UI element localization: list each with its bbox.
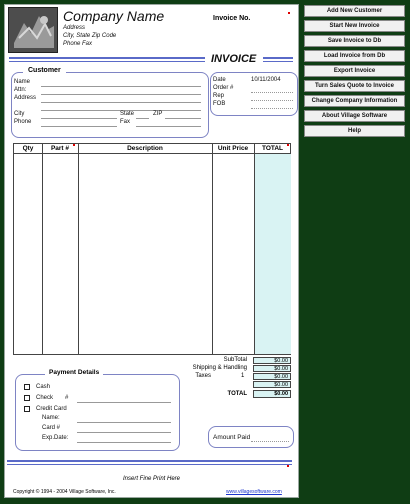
line-items-table [13,143,291,355]
cc-name-label: Name: [42,415,60,421]
header-divider-left-thin [9,61,205,62]
amount-paid-label: Amount Paid [213,434,251,441]
total-value: $0.00 [253,390,291,398]
credit-card-checkbox[interactable] [24,406,30,412]
check-number-field[interactable] [77,402,171,403]
customer-city-label: City [14,111,25,117]
amount-paid-field[interactable] [251,441,289,442]
cash-checkbox[interactable] [24,384,30,390]
taxes-label: Taxes [195,373,211,379]
cash-label: Cash [36,384,51,390]
save-invoice-button[interactable]: Save Invoice to Db [304,35,405,47]
subtotal-value: $0.00 [253,357,291,364]
export-invoice-button[interactable]: Export Invoice [304,65,405,77]
customer-name-field[interactable] [41,86,201,87]
copyright-text: Copyright © 1994 - 2004 Village Software, Inc. [13,489,116,495]
website-link[interactable]: www.villagesoftware.com [226,489,282,495]
customer-section-label: Customer [23,67,66,74]
rep-field[interactable] [251,100,293,101]
cc-name-field[interactable] [77,422,171,423]
customer-name-label: Name [14,79,31,85]
header-divider-right-thin [263,61,293,62]
customer-attn-label: Attn: [14,87,27,93]
check-label: Check [36,395,54,401]
company-logo [8,7,58,53]
total-column-fill [254,154,291,354]
col-divider [78,144,79,354]
check-hash-label: # [65,395,69,401]
taxes-value: $0.00 [253,373,291,380]
customer-fax-label: Fax [120,119,131,125]
header-divider-left [9,57,205,59]
company-name: Company Name [63,8,165,24]
customer-box [11,72,209,138]
header-unit-price: Unit Price [217,145,249,152]
credit-card-label: Credit Card [36,406,67,412]
customer-phone-label: Phone [14,119,32,125]
header-description: Description [127,145,163,152]
invoice-sheet [4,4,299,498]
comment-marker [287,144,289,146]
company-city-state-zip: City, State Zip Code [63,33,117,39]
load-invoice-button[interactable]: Load Invoice from Db [304,50,405,62]
customer-address-field[interactable] [41,102,201,103]
header-total: TOTAL [261,145,284,152]
footer-divider-thin [7,464,292,465]
customer-phone-field[interactable] [41,126,117,127]
invoice-title: INVOICE [211,53,257,65]
header-divider-right [263,57,293,59]
check-checkbox[interactable] [24,395,30,401]
total-label: TOTAL [227,391,247,397]
order-field[interactable] [251,92,293,93]
customer-address-label: Address [14,95,37,101]
extra-charge-value: $0.00 [253,381,291,388]
customer-city-field[interactable] [41,118,117,119]
header-qty: Qty [22,145,34,152]
change-company-info-button[interactable]: Change Company Information [304,95,405,107]
cc-exp-label: Exp.Date: [42,435,69,441]
customer-state-field[interactable] [136,118,149,119]
order-label: Order # [213,85,234,91]
customer-attn-field[interactable] [41,94,201,95]
payment-section-label: Payment Details [45,369,103,376]
customer-state-label: State [120,111,135,117]
quote-to-invoice-button[interactable]: Turn Sales Quote to Invoice [304,80,405,92]
cc-number-label: Card # [42,425,61,431]
customer-zip-label: ZIP [153,111,163,117]
company-address: Address [63,25,86,31]
customer-zip-field[interactable] [165,118,201,119]
help-button[interactable]: Help [304,125,405,137]
rep-label: Rep [213,93,225,99]
cc-exp-field[interactable] [77,442,171,443]
date-label: Date [213,77,226,83]
start-new-invoice-button[interactable]: Start New Invoice [304,20,405,32]
header-part: Part # [50,145,70,152]
about-button[interactable]: About Village Software [304,110,405,122]
col-divider [42,144,43,354]
comment-marker [288,12,290,14]
comment-marker [73,144,75,146]
comment-marker [287,465,289,467]
customer-fax-field[interactable] [136,126,201,127]
col-divider [254,144,255,354]
date-value[interactable]: 10/11/2004 [251,77,281,83]
company-phone-fax: Phone Fax [63,41,93,47]
add-new-customer-button[interactable]: Add New Customer [304,5,405,17]
col-divider [212,144,213,354]
shipping-value[interactable]: $0.00 [253,365,291,372]
fob-label: FOB [213,101,226,107]
invoice-number-label: Invoice No. [213,15,251,22]
footer-divider [7,460,292,462]
subtotal-label: SubTotal [223,357,247,363]
fine-print: Insert Fine Print Here [123,476,181,482]
cc-number-field[interactable] [77,432,171,433]
fob-field[interactable] [251,108,293,109]
taxes-rate[interactable]: 1 [241,373,245,379]
shipping-label: Shipping & Handling [192,365,247,371]
